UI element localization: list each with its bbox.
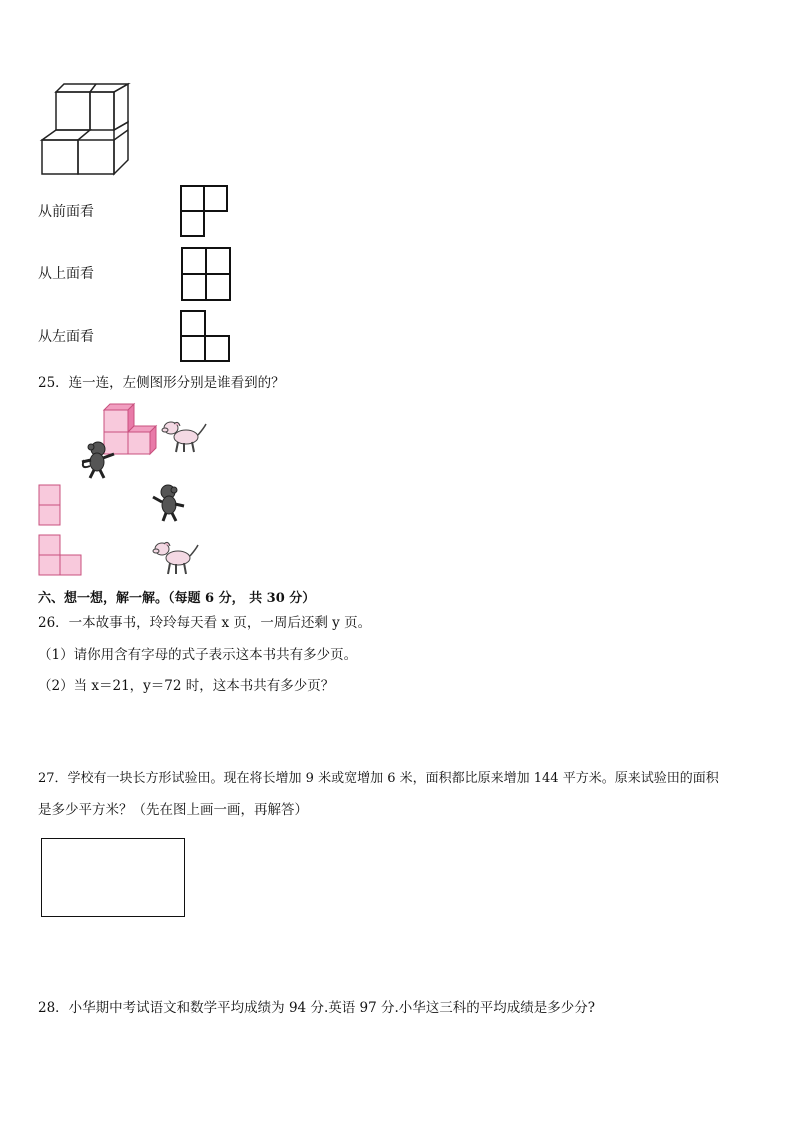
left-view-label: 从左面看: [38, 329, 94, 345]
monkey-icon: [78, 440, 118, 480]
cube-stack-figure: [38, 82, 130, 177]
front-view-grid: [180, 185, 230, 239]
q28-text: 28．小华期中考试语文和数学平均成绩为 94 分.英语 97 分.小华这三科的平均成绩是多少分?: [38, 1000, 596, 1016]
q26-stem: 26．一本故事书，玲玲每天看 x 页，一周后还剩 y 页。: [38, 615, 372, 631]
q27-line2: 是多少平方米？（先在图上画一画，再解答）: [38, 802, 308, 818]
q26-part2: （2）当 x＝21，y＝72 时，这本书共有多少页？: [38, 678, 335, 694]
top-view-grid: [181, 247, 233, 303]
dog-icon-2: [152, 540, 200, 576]
dog-icon: [160, 420, 208, 454]
shape-two-squares: [38, 484, 62, 528]
monkey-icon-2: [150, 484, 190, 522]
shape-l-three-squares: [38, 534, 84, 578]
rectangle-field-diagram: [41, 838, 185, 917]
q26-part1: （1）请你用含有字母的式子表示这本书共有多少页。: [38, 647, 358, 663]
q27-line1: 27．学校有一块长方形试验田。现在将长增加 9 米或宽增加 6 米，面积都比原来增加 144 平方米。原来试验田的面积: [38, 771, 719, 786]
q25-text: 25．连一连，左侧图形分别是谁看到的？: [38, 375, 285, 391]
left-view-grid: [180, 310, 232, 364]
front-view-label: 从前面看: [38, 204, 94, 220]
top-view-label: 从上面看: [38, 266, 94, 282]
section-six-title: 六、想一想，解一解。（每题 6 分， 共 30 分）: [38, 591, 316, 606]
